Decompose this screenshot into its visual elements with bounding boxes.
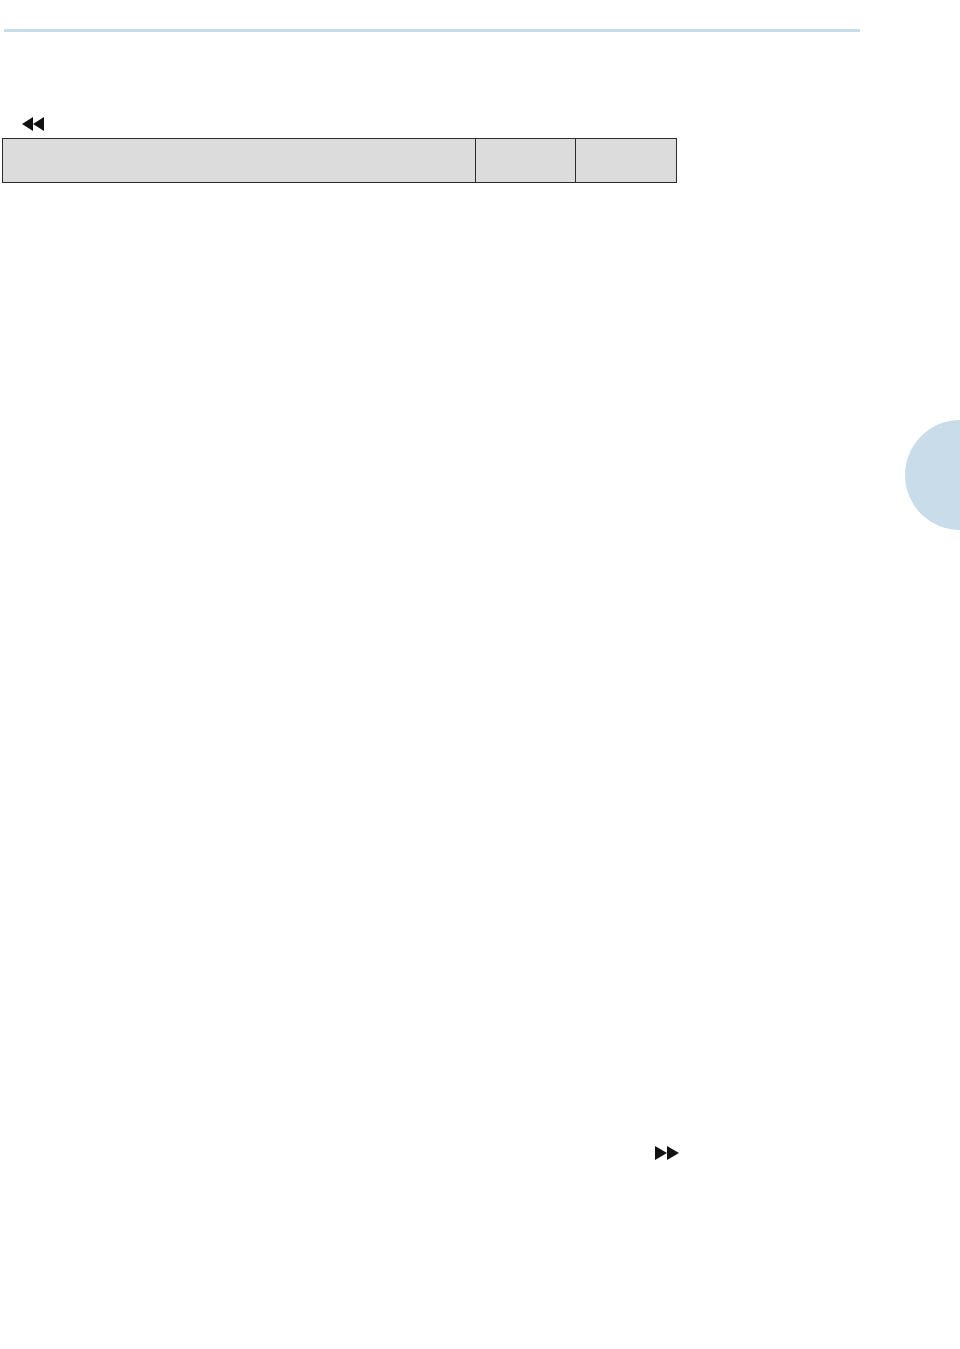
next-page-link[interactable] — [655, 1146, 679, 1160]
col-description-header — [2, 138, 476, 183]
col-pnc-header — [475, 138, 577, 183]
prev-page-link[interactable] — [22, 117, 46, 131]
side-tab — [905, 420, 960, 530]
col-image-header — [575, 138, 677, 183]
double-left-arrow-icon — [22, 117, 44, 131]
table-header — [2, 138, 678, 183]
double-right-arrow-icon — [655, 1146, 679, 1160]
header-rule — [4, 29, 860, 32]
product-table — [2, 138, 678, 183]
